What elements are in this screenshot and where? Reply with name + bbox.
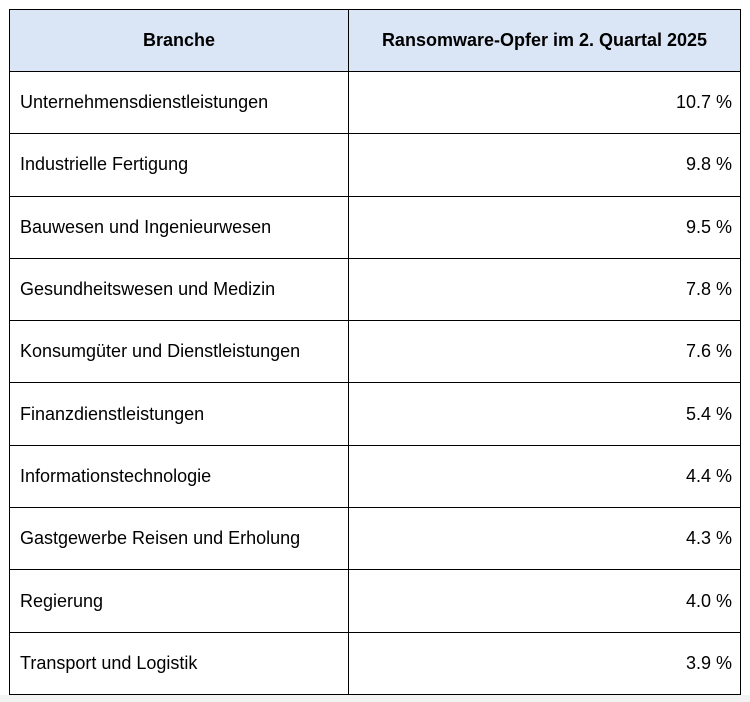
table-row	[10, 258, 741, 320]
branche-cell: Regierung	[10, 570, 349, 632]
value-cell: 9.5 %	[349, 196, 741, 258]
branche-cell: Gastgewerbe Reisen und Erholung	[10, 508, 349, 570]
ransomware-table-container	[9, 9, 740, 695]
value-cell: 7.8 %	[349, 258, 741, 320]
table-row	[10, 321, 741, 383]
branche-cell: Informationstechnologie	[10, 445, 349, 507]
column-header-ransomware-opfer: Ransomware-Opfer im 2. Quartal 2025	[349, 10, 741, 72]
value-cell: 3.9 %	[349, 632, 741, 694]
branche-cell: Industrielle Fertigung	[10, 134, 349, 196]
value-cell: 9.8 %	[349, 134, 741, 196]
value-cell: 4.0 %	[349, 570, 741, 632]
table-row	[10, 570, 741, 632]
branche-cell: Konsumgüter und Dienstleistungen	[10, 321, 349, 383]
value-cell: 10.7 %	[349, 72, 741, 134]
header-row	[10, 10, 741, 72]
table-row	[10, 383, 741, 445]
table-row	[10, 632, 741, 694]
branche-cell: Gesundheitswesen und Medizin	[10, 258, 349, 320]
table-row	[10, 508, 741, 570]
value-cell: 7.6 %	[349, 321, 741, 383]
table-body	[10, 72, 741, 695]
table-row	[10, 196, 741, 258]
table-row	[10, 445, 741, 507]
table-row	[10, 72, 741, 134]
branche-cell: Finanzdienstleistungen	[10, 383, 349, 445]
value-cell: 4.3 %	[349, 508, 741, 570]
bottom-strip	[0, 695, 750, 702]
value-cell: 5.4 %	[349, 383, 741, 445]
column-header-branche: Branche	[10, 10, 349, 72]
branche-cell: Transport und Logistik	[10, 632, 349, 694]
branche-cell: Unternehmensdienstleistungen	[10, 72, 349, 134]
ransomware-table	[9, 9, 741, 695]
table-row	[10, 134, 741, 196]
branche-cell: Bauwesen und Ingenieurwesen	[10, 196, 349, 258]
value-cell: 4.4 %	[349, 445, 741, 507]
